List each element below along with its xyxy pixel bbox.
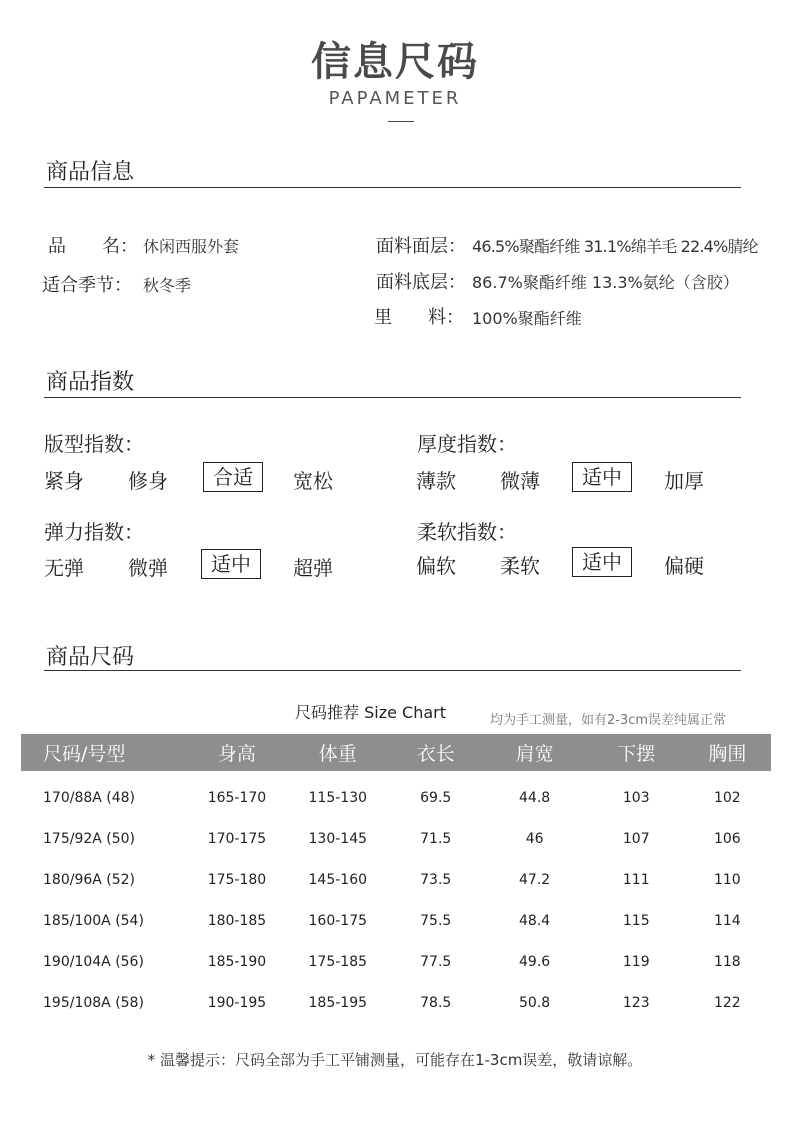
cell-shoulder: 49.6 <box>519 953 551 970</box>
header-length: 衣长 <box>391 734 480 771</box>
softness-index-label: 柔软指数： <box>417 520 517 544</box>
fabric-outer-label: 面料面层： <box>376 236 466 257</box>
cell-shoulder: 48.4 <box>519 912 551 929</box>
table-row <box>21 818 771 859</box>
table-row <box>21 859 771 900</box>
cell-hem: 119 <box>622 953 650 970</box>
fit-option-loose: 宽松 <box>293 469 333 493</box>
softness-option-soft-leaning: 偏软 <box>416 554 456 578</box>
header-chest: 胸围 <box>684 734 771 771</box>
cell-shoulder: 44.8 <box>519 789 551 806</box>
elasticity-option-super: 超弹 <box>293 556 333 580</box>
section-title-product-info: 商品信息 <box>46 160 135 185</box>
section-title-size-chart: 商品尺码 <box>46 645 135 670</box>
fit-option-tight: 紧身 <box>44 469 84 493</box>
fit-index-label: 版型指数： <box>44 432 144 456</box>
cell-size: 195/108A (58) <box>43 994 144 1011</box>
lining-value: 100%聚酯纤维 <box>472 309 582 328</box>
cell-size: 170/88A (48) <box>43 789 136 806</box>
thickness-option-medium-selected: 适中 <box>572 462 632 492</box>
size-chart-note: 均为手工测量，如有2-3cm误差纯属正常 <box>490 713 727 728</box>
fabric-base-value: 86.7%聚酯纤维 13.3%氨纶（含胶） <box>472 273 739 292</box>
cell-shoulder: 50.8 <box>519 994 551 1011</box>
cell-length: 69.5 <box>420 789 452 806</box>
thickness-option-thin: 薄款 <box>416 469 456 493</box>
footnote: * 温馨提示：尺码全部为手工平铺测量，可能存在1-3cm误差，敬请谅解。 <box>147 1051 643 1069</box>
elasticity-option-none: 无弹 <box>44 556 84 580</box>
softness-option-medium-selected: 适中 <box>572 547 632 577</box>
cell-chest: 102 <box>713 789 741 806</box>
cell-chest: 122 <box>713 994 741 1011</box>
cell-weight: 175-185 <box>308 953 368 970</box>
fit-option-regular-selected: 合适 <box>203 462 263 492</box>
thickness-option-slightly-thin: 微薄 <box>500 469 540 493</box>
cell-chest: 114 <box>713 912 741 929</box>
softness-option-soft: 柔软 <box>500 554 540 578</box>
table-row <box>21 982 771 1023</box>
cell-weight: 115-130 <box>308 789 368 806</box>
size-table <box>21 734 771 1023</box>
page-subtitle: PAPAMETER <box>328 88 462 109</box>
section-divider-size-chart <box>44 670 741 671</box>
table-row <box>21 900 771 941</box>
fabric-outer-value: 46.5%聚酯纤维 31.1%绵羊毛 22.4%腈纶 <box>472 237 758 256</box>
section-title-product-index: 商品指数 <box>46 370 135 395</box>
table-row <box>21 941 771 982</box>
cell-length: 78.5 <box>420 994 452 1011</box>
header-weight: 体重 <box>284 734 391 771</box>
name-value: 休闲西服外套 <box>143 237 240 256</box>
cell-length: 73.5 <box>420 871 452 888</box>
title-divider <box>388 121 414 122</box>
season-label: 适合季节： <box>42 275 132 296</box>
cell-chest: 118 <box>713 953 741 970</box>
cell-weight: 160-175 <box>308 912 368 929</box>
cell-height: 165-170 <box>207 789 267 806</box>
thickness-option-thick: 加厚 <box>664 469 704 493</box>
cell-hem: 103 <box>622 789 650 806</box>
fabric-base-label: 面料底层： <box>376 272 466 293</box>
cell-size: 190/104A (56) <box>43 953 144 970</box>
lining-label: 里 料： <box>374 307 464 328</box>
page-title: 信息尺码 <box>311 39 479 85</box>
cell-height: 180-185 <box>207 912 267 929</box>
header-size: 尺码/号型 <box>21 734 189 771</box>
cell-weight: 145-160 <box>308 871 368 888</box>
cell-height: 185-190 <box>207 953 267 970</box>
elasticity-index-label: 弹力指数： <box>44 520 144 544</box>
cell-shoulder: 47.2 <box>519 871 551 888</box>
table-row <box>21 771 771 818</box>
cell-height: 175-180 <box>207 871 267 888</box>
cell-weight: 185-195 <box>308 994 368 1011</box>
size-table-header-row <box>21 734 771 771</box>
cell-size: 175/92A (50) <box>43 830 136 847</box>
cell-hem: 115 <box>622 912 650 929</box>
elasticity-option-medium-selected: 适中 <box>201 549 261 579</box>
season-value: 秋冬季 <box>143 276 192 295</box>
name-label: 品 名： <box>48 236 138 257</box>
softness-option-hard-leaning: 偏硬 <box>664 554 704 578</box>
cell-length: 77.5 <box>420 953 452 970</box>
cell-weight: 130-145 <box>308 830 368 847</box>
cell-height: 190-195 <box>207 994 267 1011</box>
size-chart-caption: 尺码推荐 Size Chart <box>295 703 446 722</box>
cell-size: 180/96A (52) <box>43 871 136 888</box>
thickness-index-label: 厚度指数： <box>417 432 517 456</box>
fit-option-slim: 修身 <box>128 469 168 493</box>
cell-hem: 123 <box>622 994 650 1011</box>
cell-chest: 106 <box>713 830 741 847</box>
cell-hem: 111 <box>622 871 650 888</box>
section-divider-product-info <box>44 187 741 188</box>
cell-length: 71.5 <box>420 830 452 847</box>
cell-length: 75.5 <box>420 912 452 929</box>
header-hem: 下摆 <box>589 734 684 771</box>
header-shoulder: 肩宽 <box>480 734 588 771</box>
header-height: 身高 <box>189 734 284 771</box>
elasticity-option-slight: 微弹 <box>128 556 168 580</box>
cell-size: 185/100A (54) <box>43 912 144 929</box>
cell-hem: 107 <box>622 830 650 847</box>
cell-height: 170-175 <box>207 830 267 847</box>
section-divider-product-index <box>44 397 741 398</box>
cell-shoulder: 46 <box>525 830 544 847</box>
cell-chest: 110 <box>713 871 741 888</box>
